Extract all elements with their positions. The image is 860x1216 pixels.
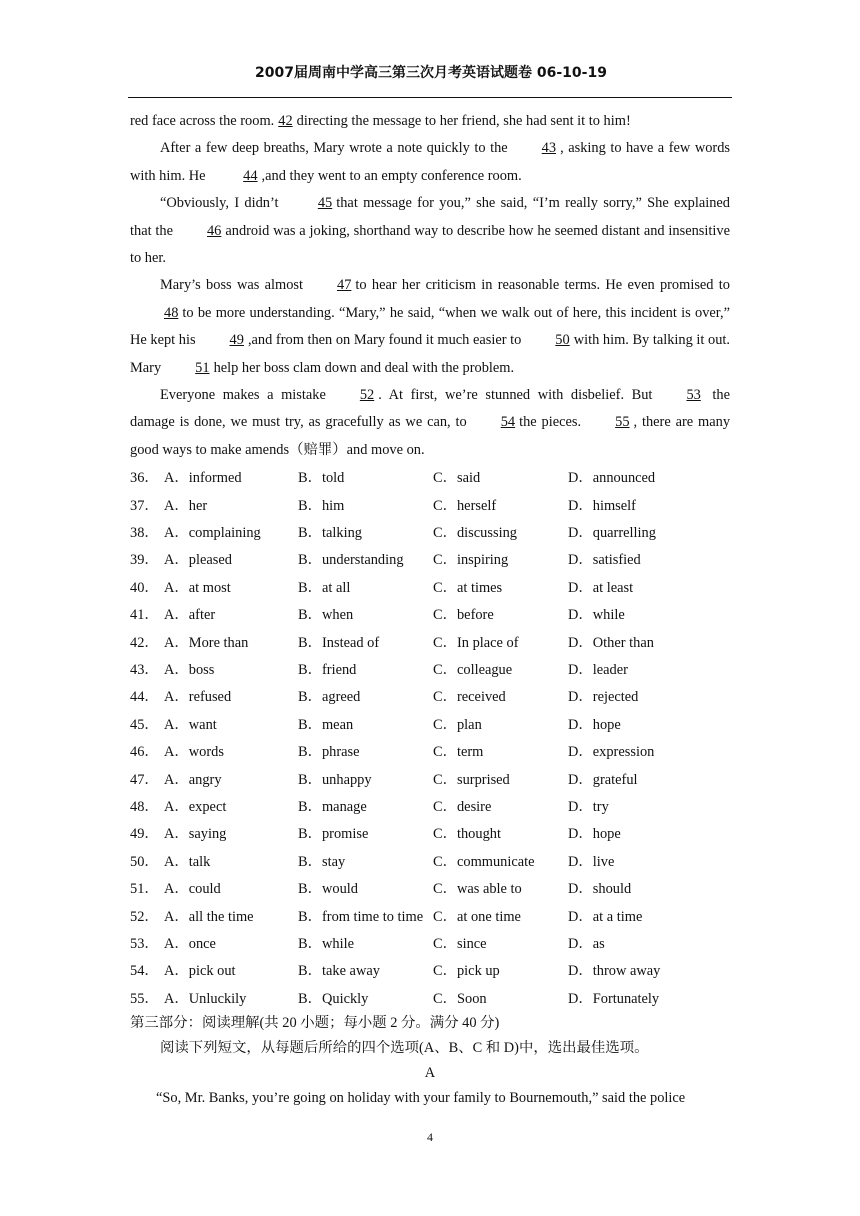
option-b: B．while	[298, 935, 354, 952]
question-row	[130, 465, 730, 492]
option-d: D．leader	[568, 662, 628, 679]
reading-section	[130, 1011, 730, 1111]
option-d: D．Other than	[568, 634, 654, 651]
option-b: B．promise	[298, 826, 369, 843]
cloze-section	[130, 108, 730, 1013]
passage-paragraph	[130, 135, 730, 190]
blank-50: 50	[555, 332, 570, 349]
passage-text: android was a joking, shorthand way to describe how he seemed distant and insensitive to her.	[130, 222, 730, 267]
option-c: C．surprised	[433, 771, 510, 788]
question-number: 38．	[130, 525, 159, 542]
option-d: D．at least	[568, 579, 634, 596]
question-number: 49．	[130, 826, 159, 843]
question-number: 51．	[130, 881, 159, 898]
option-b: B．at all	[298, 579, 351, 596]
question-row	[130, 520, 730, 547]
passage-text: ,and they went to an empty conference room.	[261, 167, 522, 184]
passage-text: that message for you,” she said, “I’m really sorry,” She explained that the	[130, 195, 730, 239]
option-b: B．friend	[298, 662, 357, 679]
question-row	[130, 630, 730, 657]
question-number: 36．	[130, 470, 159, 487]
passage-text: “Obviously, I didn’t	[160, 195, 284, 212]
option-b: B．told	[298, 470, 345, 487]
section-instruction: 阅读下列短文，从每题后所给的四个选项(A、B、C 和 D)中，选出最佳选项。	[160, 1040, 649, 1056]
option-d: D．satisfied	[568, 552, 641, 569]
question-row	[130, 739, 730, 766]
option-d: D．himself	[568, 497, 636, 514]
option-d: D．grateful	[568, 771, 638, 788]
option-b: B．unhappy	[298, 771, 372, 788]
option-c: C．received	[433, 689, 506, 706]
question-row	[130, 821, 730, 848]
blank-43: 43	[541, 140, 557, 157]
question-row	[130, 657, 730, 684]
option-d: D．while	[568, 607, 625, 624]
question-number: 39．	[130, 552, 159, 569]
blank-51: 51	[195, 359, 210, 376]
option-b: B．understanding	[298, 552, 404, 569]
option-c: C．term	[433, 744, 484, 761]
option-c: C．colleague	[433, 662, 513, 679]
option-d: D．hope	[568, 716, 621, 733]
option-d: D．Fortunately	[568, 990, 660, 1007]
passage-text: the damage is done, we must try, as gracefully as we can, to	[130, 387, 731, 431]
passage-text: directing the message to her friend, she had sent it to him!	[296, 113, 631, 129]
option-c: C．Soon	[433, 990, 487, 1007]
option-a: A．all the time	[164, 908, 254, 925]
question-number: 42．	[130, 634, 159, 651]
option-c: C．thought	[433, 826, 501, 843]
option-b: B．mean	[298, 716, 354, 733]
option-c: C．said	[433, 470, 481, 487]
question-number: 40．	[130, 579, 159, 596]
question-number: 44．	[130, 689, 159, 706]
option-b: B．take away	[298, 963, 380, 980]
passage-text: , there are many good ways to make amends（赔罪）and move on.	[130, 414, 731, 458]
option-a: A．informed	[164, 470, 242, 487]
blank-45: 45	[317, 195, 333, 212]
question-row	[130, 493, 730, 520]
option-d: D．announced	[568, 470, 656, 487]
option-a: A．More than	[164, 634, 249, 651]
passage-text: Mary’s boss was almost	[160, 277, 303, 294]
passage-text: , asking to have a few words with him. He	[130, 140, 730, 184]
passage-paragraph	[130, 190, 730, 272]
question-row	[130, 904, 730, 931]
passage-paragraph	[130, 382, 730, 464]
option-b: B．agreed	[298, 689, 361, 706]
option-b: B．stay	[298, 853, 346, 870]
option-c: C．pick up	[433, 963, 500, 980]
option-a: A．at most	[164, 579, 231, 596]
blank-44: 44	[243, 167, 258, 184]
option-c: C．communicate	[433, 853, 535, 870]
blank-52: 52	[359, 387, 375, 404]
question-row	[130, 876, 730, 903]
option-b: B．would	[298, 881, 358, 898]
option-d: D．throw away	[568, 963, 661, 980]
question-row	[130, 684, 730, 711]
option-a: A．boss	[164, 662, 215, 679]
option-a: A．talk	[164, 853, 211, 870]
passage-text: red face across the room.	[130, 113, 275, 129]
passage-first-line: “So, Mr. Banks, you’re going on holiday with your family to Bournemouth,” said the police	[156, 1090, 686, 1106]
passage-text: Everyone makes a mistake	[160, 387, 326, 404]
page-number: 4	[427, 1130, 433, 1144]
option-c: C．at times	[433, 579, 503, 596]
section-title: 第三部分：阅读理解(共 20 小题；每小题 2 分。满分 40 分)	[130, 1015, 500, 1031]
blank-49: 49	[229, 332, 244, 349]
question-row	[130, 958, 730, 985]
question-number: 46．	[130, 744, 159, 761]
blank-48: 48	[164, 304, 179, 321]
question-number: 47．	[130, 771, 159, 788]
option-a: A．her	[164, 497, 208, 514]
option-c: C．at one time	[433, 908, 521, 925]
option-a: A．Unluckily	[164, 990, 247, 1007]
question-row	[130, 712, 730, 739]
passage-text: to be more understanding. “Mary,” he said, “when we walk out of here, this incident is over,” He kept his	[130, 304, 730, 349]
passage-text: help her boss clam down and deal with the problem.	[213, 359, 515, 376]
question-row	[130, 547, 730, 574]
option-d: D．try	[568, 798, 609, 815]
option-b: B．Instead of	[298, 634, 380, 651]
option-d: D．should	[568, 881, 632, 898]
option-d: D．as	[568, 935, 605, 952]
question-row	[130, 986, 730, 1013]
question-list	[130, 465, 730, 1013]
option-b: B．talking	[298, 525, 362, 542]
question-number: 48．	[130, 798, 159, 815]
question-number: 37．	[130, 497, 159, 514]
option-c: C．desire	[433, 798, 492, 815]
page-header: 2007届周南中学高三第三次月考英语试题卷 06-10-19	[255, 65, 607, 81]
option-a: A．want	[164, 716, 217, 733]
blank-42: 42	[278, 113, 293, 129]
option-c: C．since	[433, 935, 487, 952]
option-a: A．after	[164, 607, 216, 624]
option-a: A．pick out	[164, 963, 236, 980]
option-a: A．complaining	[164, 525, 261, 542]
option-a: A．saying	[164, 826, 227, 843]
option-d: D．hope	[568, 826, 621, 843]
option-d: D．quarrelling	[568, 525, 656, 542]
option-c: C．inspiring	[433, 552, 509, 569]
option-c: C．plan	[433, 716, 482, 733]
question-row	[130, 602, 730, 629]
passage-text: After a few deep breaths, Mary wrote a note quickly to the	[160, 140, 508, 157]
question-row	[130, 794, 730, 821]
option-b: B．from time to time	[298, 908, 424, 925]
question-number: 41．	[130, 607, 159, 624]
option-d: D．at a time	[568, 908, 643, 925]
question-number: 54．	[130, 963, 159, 980]
header-divider	[128, 97, 732, 98]
question-row	[130, 931, 730, 958]
option-b: B．phrase	[298, 744, 360, 761]
option-c: C．In place of	[433, 634, 519, 651]
option-a: A．angry	[164, 771, 222, 788]
question-number: 50．	[130, 853, 159, 870]
option-c: C．discussing	[433, 525, 517, 542]
passage-label: A	[424, 1065, 436, 1081]
passage-paragraph	[130, 272, 730, 382]
option-b: B．when	[298, 607, 354, 624]
blank-46: 46	[206, 222, 222, 239]
option-a: A．refused	[164, 689, 232, 706]
option-d: D．live	[568, 853, 615, 870]
blank-55: 55	[615, 414, 630, 431]
question-number: 53．	[130, 935, 159, 952]
question-row	[130, 767, 730, 794]
question-row	[130, 849, 730, 876]
option-b: B．manage	[298, 798, 367, 815]
passage-text: . At first, we’re stunned with disbelief. But	[378, 387, 653, 404]
option-b: B．Quickly	[298, 990, 369, 1007]
question-number: 52．	[130, 908, 159, 925]
option-a: A．once	[164, 935, 216, 952]
passage-text: to hear her criticism in reasonable terms. He even promised to	[355, 277, 730, 294]
question-number: 55．	[130, 990, 159, 1007]
option-a: A．words	[164, 744, 224, 761]
option-a: A．expect	[164, 798, 227, 815]
question-row	[130, 575, 730, 602]
passage-text: the pieces.	[519, 414, 582, 431]
option-d: D．rejected	[568, 689, 639, 706]
option-a: A．could	[164, 881, 221, 898]
option-c: C．before	[433, 607, 494, 624]
passage-text: ,and from then on Mary found it much easier to	[247, 332, 522, 349]
option-a: A．pleased	[164, 552, 232, 569]
passage-text: with him. By talking it out. Mary	[130, 332, 730, 376]
blank-54: 54	[500, 414, 516, 431]
question-number: 45．	[130, 716, 159, 733]
blank-53: 53	[686, 387, 701, 404]
option-c: C．herself	[433, 497, 497, 514]
question-number: 43．	[130, 662, 159, 679]
passage-paragraph	[130, 108, 730, 135]
option-d: D．expression	[568, 744, 655, 761]
option-c: C．was able to	[433, 881, 522, 898]
blank-47: 47	[337, 277, 352, 294]
option-b: B．him	[298, 497, 345, 514]
